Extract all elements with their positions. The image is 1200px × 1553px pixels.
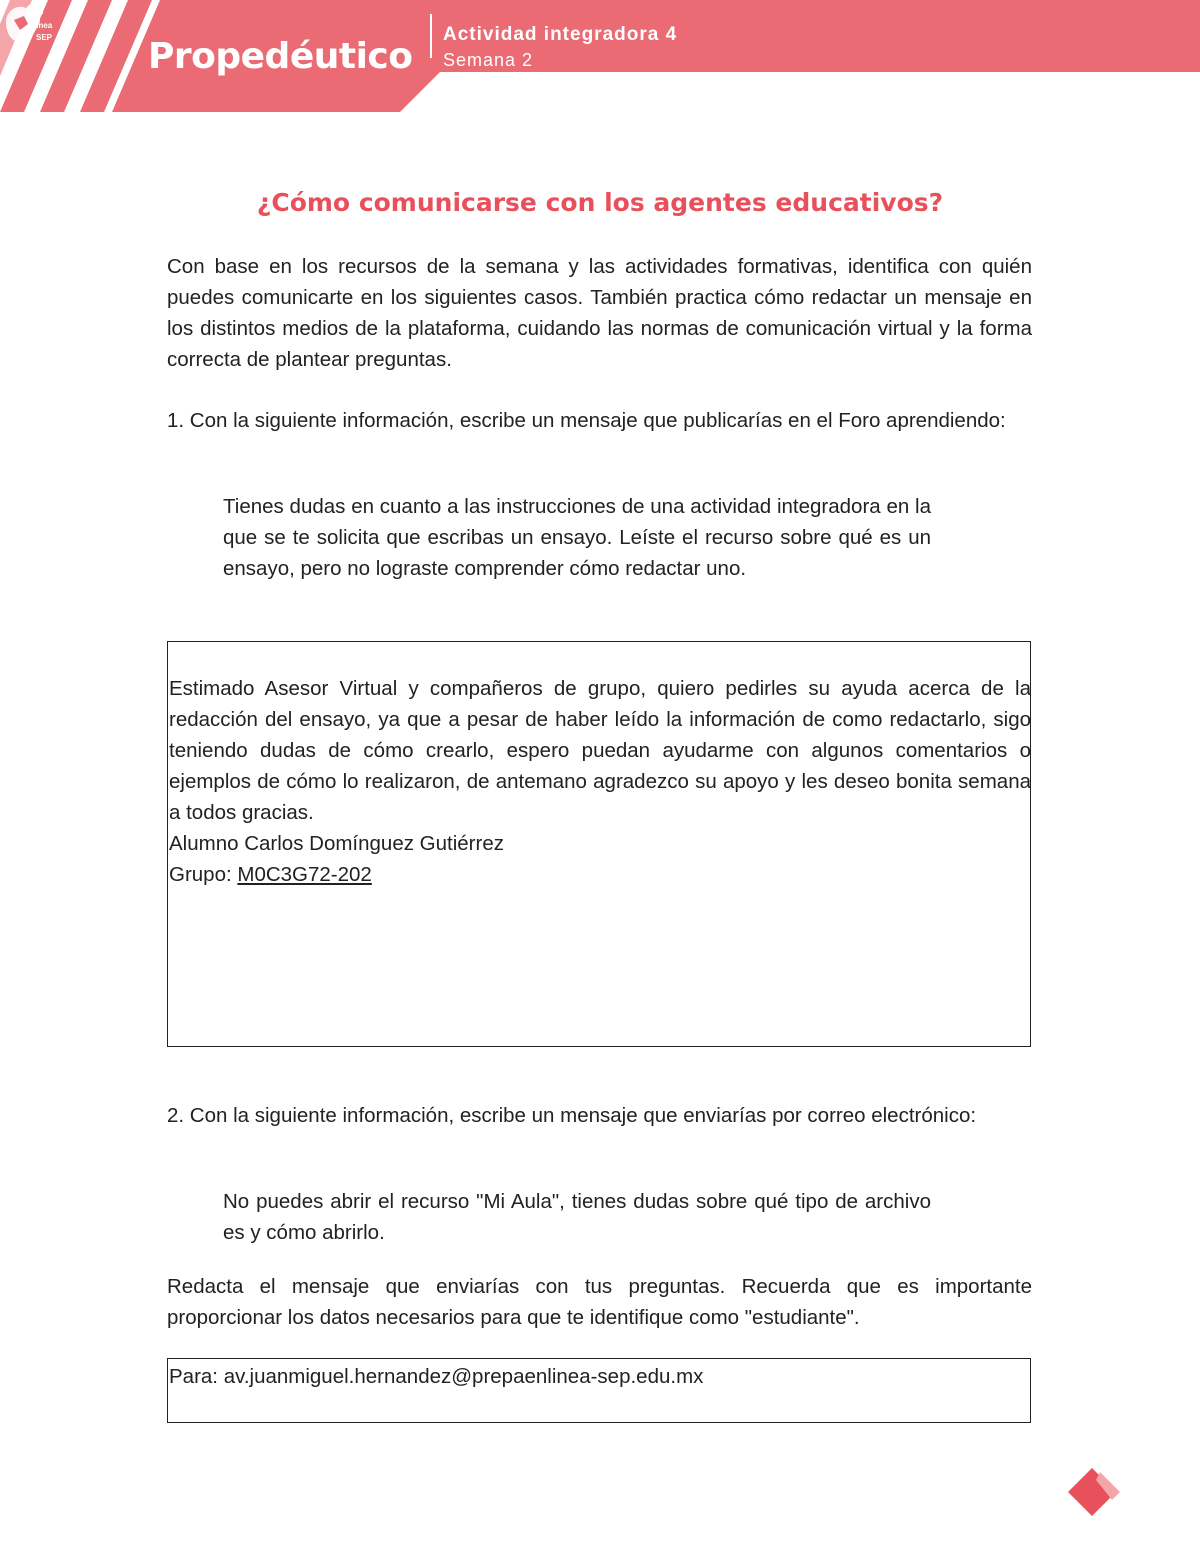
answer-box-forum-content bbox=[168, 642, 1031, 890]
question-1-prompt: 1. Con la siguiente información, escribe un mensaje que publicarías en el Foro aprendiendo: bbox=[167, 409, 1006, 432]
group-label: Grupo: bbox=[169, 863, 238, 886]
svg-text:en: en bbox=[34, 7, 44, 16]
forum-message-group bbox=[169, 859, 1031, 890]
question-2-scenario: No puedes abrir el recurso "Mi Aula", tienes dudas sobre qué tipo de archivo es y cómo abrirlo. bbox=[223, 1190, 931, 1244]
intro-paragraph: Con base en los recursos de la semana y las actividades formativas, identifica con quién puedes comunicarte en los siguientes casos. También practica cómo redactar un mensaje en los distintos medios de la plataforma, cuidando las normas de comunicación virtual y la forma correcta de plantear preguntas. bbox=[167, 255, 1032, 371]
question-2-prompt: 2. Con la siguiente información, escribe un mensaje que enviarías por correo electrónico: bbox=[167, 1104, 977, 1127]
answer-box-forum bbox=[167, 641, 1031, 1047]
svg-text:línea: línea bbox=[34, 21, 53, 30]
activity-week: Semana 2 bbox=[443, 50, 534, 70]
email-to-line: Para: av.juanmiguel.hernandez@prepaenlinea-sep.edu.mx bbox=[169, 1365, 704, 1388]
question-2-instruction: Redacta el mensaje que enviarías con tus preguntas. Recuerda que es importante proporcionar los datos necesarios para que te identifique como "estudiante". bbox=[167, 1275, 1032, 1329]
page-title: ¿Cómo comunicarse con los agentes educativos? bbox=[256, 188, 944, 217]
prepa-en-linea-sep-logo-icon bbox=[0, 0, 58, 46]
forum-message-signature: Alumno Carlos Domínguez Gutiérrez bbox=[169, 832, 504, 855]
corner-diamond-icon bbox=[1066, 1466, 1122, 1522]
group-value: M0C3G72-202 bbox=[237, 863, 372, 886]
svg-text:SEP: SEP bbox=[36, 33, 53, 42]
brand-name: Propedéutico bbox=[148, 36, 413, 77]
answer-box-email bbox=[167, 1358, 1031, 1423]
question-1-scenario: Tienes dudas en cuanto a las instrucciones de una actividad integradora en la que se te solicita que escribas un ensayo. Leíste el recurso sobre qué es un ensayo, pero no lograste comprender cómo redactar uno. bbox=[223, 495, 931, 580]
page-header bbox=[0, 0, 1200, 112]
header-divider bbox=[430, 14, 432, 58]
activity-title: Actividad integradora 4 bbox=[443, 24, 678, 45]
forum-message-body: Estimado Asesor Virtual y compañeros de grupo, quiero pedirles su ayuda acerca de la redacción del ensayo, ya que a pesar de haber leído la información de como redactarlo, sigo teniendo dudas de cómo crearlo, espero puedan ayudarme con algunos comentarios o ejemplos de cómo lo realizaron, de antemano agradezco su apoyo y les deseo bonita semana a todos gracias. bbox=[169, 677, 1031, 824]
